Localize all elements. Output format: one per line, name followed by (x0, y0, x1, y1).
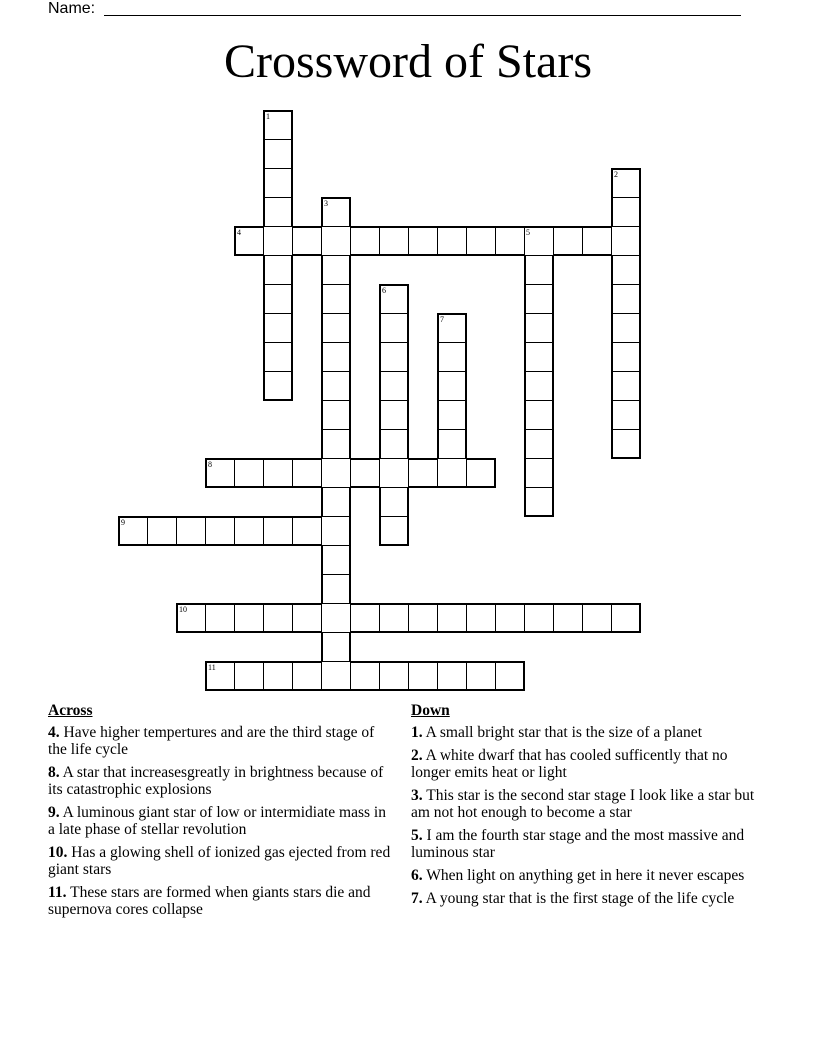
down-clue (411, 747, 756, 781)
cell-number: 8 (208, 460, 212, 469)
grid-cell[interactable] (437, 603, 467, 633)
grid-cell[interactable] (321, 632, 351, 662)
grid-cell[interactable] (350, 226, 380, 256)
grid-cell[interactable] (321, 661, 351, 691)
grid-cell[interactable] (205, 661, 235, 691)
clue-number: 1. (411, 724, 423, 741)
down-clue (411, 827, 756, 861)
clue-text: When light on anything get in here it never escapes (422, 867, 745, 884)
clue-number: 3. (411, 787, 423, 804)
grid-cell[interactable] (611, 197, 641, 227)
grid-cell[interactable] (466, 226, 496, 256)
grid-cell[interactable] (437, 400, 467, 430)
clue-number: 7. (411, 890, 423, 907)
grid-cell[interactable] (321, 545, 351, 575)
across-clue (48, 844, 393, 878)
grid-cell[interactable] (524, 226, 554, 256)
grid-cell[interactable] (321, 284, 351, 314)
grid-cell[interactable] (263, 226, 293, 256)
grid-cell[interactable] (321, 226, 351, 256)
cell-number: 3 (324, 199, 328, 208)
clue-number: 9. (48, 804, 60, 821)
grid-cell[interactable] (292, 661, 322, 691)
grid-cell[interactable] (263, 168, 293, 198)
grid-cell[interactable] (321, 458, 351, 488)
cell-number: 2 (614, 170, 618, 179)
cell-number: 1 (266, 112, 270, 121)
down-clue (411, 890, 756, 907)
grid-cell[interactable] (524, 429, 554, 459)
cell-number: 5 (526, 228, 530, 237)
grid-cell[interactable] (176, 516, 206, 546)
grid-cell[interactable] (379, 458, 409, 488)
across-clue-list (48, 724, 393, 918)
grid-cell[interactable] (263, 255, 293, 285)
across-clues (48, 702, 393, 924)
grid-cell[interactable] (408, 603, 438, 633)
clue-text: Have higher tempertures and are the third stage of the life cycle (48, 724, 375, 758)
clue-text: Has a glowing shell of ionized gas ejected from red giant stars (48, 844, 391, 878)
grid-cell[interactable] (379, 226, 409, 256)
grid-cell[interactable] (611, 168, 641, 198)
grid-cell[interactable] (292, 458, 322, 488)
grid-cell[interactable] (118, 516, 148, 546)
grid-cell[interactable] (495, 603, 525, 633)
grid-cell[interactable] (234, 458, 264, 488)
grid-cell[interactable] (234, 661, 264, 691)
clue-text: These stars are formed when giants stars die and supernova cores collapse (48, 884, 371, 918)
grid-cell[interactable] (263, 139, 293, 169)
grid-cell[interactable] (437, 342, 467, 372)
across-clue (48, 884, 393, 918)
grid-cell[interactable] (350, 603, 380, 633)
grid-cell[interactable] (263, 458, 293, 488)
grid-cell[interactable] (524, 313, 554, 343)
grid-cell[interactable] (553, 603, 583, 633)
grid-cell[interactable] (495, 226, 525, 256)
grid-cell[interactable] (466, 603, 496, 633)
name-label: Name: (48, 0, 96, 17)
clue-text: A white dwarf that has cooled sufficently that no longer emits heat or light (411, 747, 728, 781)
down-clue-list (411, 724, 756, 907)
grid-cell[interactable] (437, 226, 467, 256)
grid-cell[interactable] (321, 313, 351, 343)
grid-cell[interactable] (321, 487, 351, 517)
grid-cell[interactable] (321, 400, 351, 430)
clue-number: 4. (48, 724, 60, 741)
grid-cell[interactable] (437, 661, 467, 691)
cell-number: 9 (121, 518, 125, 527)
grid-cell[interactable] (379, 487, 409, 517)
clue-number: 11. (48, 884, 67, 901)
grid-cell[interactable] (292, 516, 322, 546)
grid-cell[interactable] (379, 371, 409, 401)
across-clue (48, 724, 393, 758)
clue-number: 2. (411, 747, 423, 764)
down-clue (411, 724, 756, 741)
grid-cell[interactable] (379, 603, 409, 633)
cell-number: 10 (179, 605, 187, 614)
grid-cell[interactable] (408, 226, 438, 256)
grid-cell[interactable] (263, 313, 293, 343)
grid-cell[interactable] (263, 603, 293, 633)
grid-cell[interactable] (379, 516, 409, 546)
grid-cell[interactable] (321, 197, 351, 227)
grid-cell[interactable] (611, 603, 641, 633)
grid-cell[interactable] (524, 342, 554, 372)
grid-cell[interactable] (611, 255, 641, 285)
grid-cell[interactable] (205, 516, 235, 546)
grid-cell[interactable] (553, 226, 583, 256)
grid-cell[interactable] (437, 371, 467, 401)
clue-text: This star is the second star stage I look like a star but am not hot enough to become a star (411, 787, 755, 821)
grid-cell[interactable] (379, 342, 409, 372)
cell-number: 11 (208, 663, 216, 672)
grid-cell[interactable] (263, 110, 293, 140)
grid-cell[interactable] (524, 487, 554, 517)
grid-cell[interactable] (379, 661, 409, 691)
across-heading: Across (48, 702, 93, 719)
grid-cell[interactable] (147, 516, 177, 546)
grid-cell[interactable] (408, 661, 438, 691)
clue-text: A young star that is the first stage of the life cycle (422, 890, 735, 907)
grid-cell[interactable] (379, 313, 409, 343)
grid-cell[interactable] (321, 255, 351, 285)
grid-cell[interactable] (263, 516, 293, 546)
grid-cell[interactable] (524, 458, 554, 488)
grid-cell[interactable] (350, 458, 380, 488)
grid-cell[interactable] (263, 342, 293, 372)
grid-cell[interactable] (292, 226, 322, 256)
clue-text: A star that increasesgreatly in brightness because of its catastrophic explosions (48, 764, 384, 798)
grid-cell[interactable] (234, 516, 264, 546)
grid-cell[interactable] (466, 458, 496, 488)
grid-cell[interactable] (611, 371, 641, 401)
grid-cell[interactable] (611, 284, 641, 314)
grid-cell[interactable] (611, 429, 641, 459)
clue-text: I am the fourth star stage and the most massive and luminous star (411, 827, 745, 861)
grid-cell[interactable] (611, 313, 641, 343)
grid-cell[interactable] (524, 284, 554, 314)
grid-cell[interactable] (379, 400, 409, 430)
grid-cell[interactable] (379, 284, 409, 314)
across-clue (48, 764, 393, 798)
grid-cell[interactable] (205, 603, 235, 633)
clue-text: A small bright star that is the size of a planet (422, 724, 702, 741)
grid-cell[interactable] (321, 603, 351, 633)
grid-cell[interactable] (437, 458, 467, 488)
grid-cell[interactable] (292, 603, 322, 633)
grid-cell[interactable] (321, 371, 351, 401)
grid-cell[interactable] (263, 371, 293, 401)
clue-number: 6. (411, 867, 423, 884)
grid-cell[interactable] (466, 661, 496, 691)
grid-cell[interactable] (611, 226, 641, 256)
clue-text: A luminous giant star of low or intermidiate mass in a late phase of stellar revolution (48, 804, 386, 838)
grid-cell[interactable] (205, 458, 235, 488)
down-clue (411, 787, 756, 821)
grid-cell[interactable] (437, 429, 467, 459)
down-clue (411, 867, 756, 884)
cell-number: 4 (237, 228, 241, 237)
grid-cell[interactable] (524, 371, 554, 401)
cell-number: 6 (382, 286, 386, 295)
down-clues (411, 702, 756, 913)
grid-cell[interactable] (379, 429, 409, 459)
grid-cell[interactable] (321, 516, 351, 546)
grid-cell[interactable] (495, 661, 525, 691)
grid-cell[interactable] (321, 342, 351, 372)
down-heading: Down (411, 702, 450, 719)
grid-cell[interactable] (234, 226, 264, 256)
across-clue (48, 804, 393, 838)
grid-cell[interactable] (234, 603, 264, 633)
cell-number: 7 (440, 315, 444, 324)
clue-number: 5. (411, 827, 423, 844)
grid-cell[interactable] (350, 661, 380, 691)
grid-cell[interactable] (582, 226, 612, 256)
grid-cell[interactable] (582, 603, 612, 633)
grid-cell[interactable] (437, 313, 467, 343)
grid-cell[interactable] (321, 574, 351, 604)
grid-cell[interactable] (321, 429, 351, 459)
grid-cell[interactable] (524, 255, 554, 285)
clue-number: 8. (48, 764, 60, 781)
grid-cell[interactable] (524, 603, 554, 633)
grid-cell[interactable] (263, 197, 293, 227)
grid-cell[interactable] (263, 661, 293, 691)
grid-cell[interactable] (408, 458, 438, 488)
grid-cell[interactable] (524, 400, 554, 430)
grid-cell[interactable] (263, 284, 293, 314)
clue-number: 10. (48, 844, 68, 861)
page-title: Crossword of Stars (224, 35, 592, 88)
grid-cell[interactable] (611, 342, 641, 372)
grid-cell[interactable] (176, 603, 206, 633)
grid-cell[interactable] (611, 400, 641, 430)
